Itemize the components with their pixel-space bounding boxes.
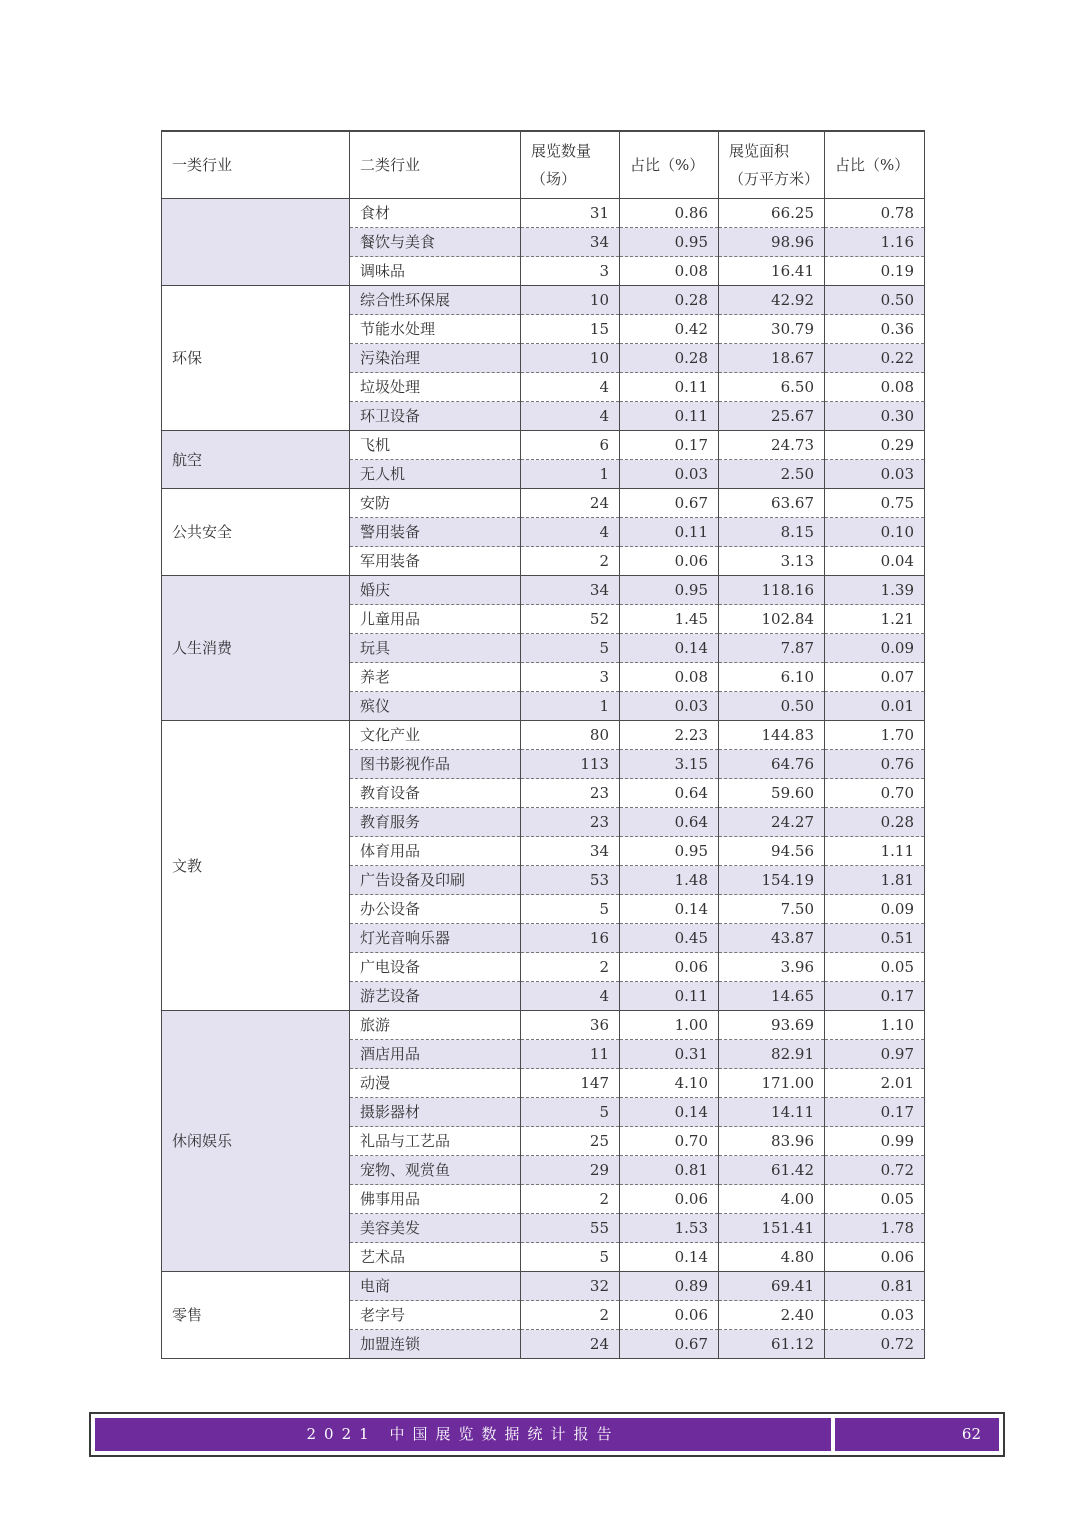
area-share-cell: 1.10 [825, 1011, 925, 1040]
exhibition-count-cell: 10 [521, 344, 620, 373]
exhibition-area-cell: 61.42 [719, 1156, 825, 1185]
count-share-cell: 0.17 [620, 431, 719, 460]
table-body [162, 199, 925, 1359]
primary-industry-cell: 休闲娱乐 [162, 1011, 350, 1272]
count-share-cell: 0.06 [620, 1185, 719, 1214]
exhibition-area-cell: 64.76 [719, 750, 825, 779]
area-share-cell: 0.75 [825, 489, 925, 518]
secondary-industry-cell: 污染治理 [350, 344, 521, 373]
area-share-cell: 0.03 [825, 460, 925, 489]
area-share-cell: 0.17 [825, 1098, 925, 1127]
exhibition-count-cell: 6 [521, 431, 620, 460]
exhibition-count-cell: 23 [521, 779, 620, 808]
secondary-industry-cell: 环卫设备 [350, 402, 521, 431]
header-exhibition-area [719, 131, 825, 199]
area-share-cell: 2.01 [825, 1069, 925, 1098]
exhibition-area-cell: 2.50 [719, 460, 825, 489]
count-share-cell: 0.03 [620, 460, 719, 489]
area-share-cell: 0.08 [825, 373, 925, 402]
exhibition-area-cell: 7.50 [719, 895, 825, 924]
secondary-industry-cell: 无人机 [350, 460, 521, 489]
exhibition-area-cell: 118.16 [719, 576, 825, 605]
count-share-cell: 0.06 [620, 953, 719, 982]
header-area-share: 占比（%） [825, 131, 925, 199]
exhibition-count-cell: 23 [521, 808, 620, 837]
area-share-cell: 0.03 [825, 1301, 925, 1330]
count-share-cell: 0.67 [620, 489, 719, 518]
exhibition-area-cell: 6.50 [719, 373, 825, 402]
exhibition-count-cell: 34 [521, 576, 620, 605]
count-share-cell: 0.11 [620, 982, 719, 1011]
exhibition-area-cell: 102.84 [719, 605, 825, 634]
exhibition-area-cell: 61.12 [719, 1330, 825, 1359]
exhibition-count-cell: 5 [521, 895, 620, 924]
area-share-cell: 1.78 [825, 1214, 925, 1243]
count-share-cell: 0.95 [620, 228, 719, 257]
exhibition-area-cell: 4.00 [719, 1185, 825, 1214]
area-share-cell: 0.22 [825, 344, 925, 373]
secondary-industry-cell: 调味品 [350, 257, 521, 286]
area-share-cell: 0.97 [825, 1040, 925, 1069]
area-share-cell: 0.76 [825, 750, 925, 779]
area-share-cell: 0.07 [825, 663, 925, 692]
exhibition-count-cell: 4 [521, 373, 620, 402]
exhibition-area-cell: 18.67 [719, 344, 825, 373]
area-share-cell: 0.09 [825, 634, 925, 663]
exhibition-area-cell: 83.96 [719, 1127, 825, 1156]
exhibition-area-cell: 16.41 [719, 257, 825, 286]
secondary-industry-cell: 加盟连锁 [350, 1330, 521, 1359]
count-share-cell: 0.86 [620, 199, 719, 228]
exhibition-count-cell: 4 [521, 982, 620, 1011]
exhibition-count-cell: 10 [521, 286, 620, 315]
table-row [162, 1011, 925, 1040]
header-exhibition-count-line1: 展览数量 [531, 142, 592, 160]
area-share-cell: 1.21 [825, 605, 925, 634]
header-primary-industry: 一类行业 [162, 131, 350, 199]
exhibition-area-cell: 154.19 [719, 866, 825, 895]
count-share-cell: 0.67 [620, 1330, 719, 1359]
exhibition-area-cell: 59.60 [719, 779, 825, 808]
count-share-cell: 0.28 [620, 286, 719, 315]
exhibition-count-cell: 2 [521, 1301, 620, 1330]
exhibition-count-cell: 24 [521, 489, 620, 518]
exhibition-count-cell: 113 [521, 750, 620, 779]
count-share-cell: 0.64 [620, 779, 719, 808]
exhibition-count-cell: 34 [521, 228, 620, 257]
exhibition-area-cell: 0.50 [719, 692, 825, 721]
secondary-industry-cell: 综合性环保展 [350, 286, 521, 315]
count-share-cell: 2.23 [620, 721, 719, 750]
area-share-cell: 0.06 [825, 1243, 925, 1272]
secondary-industry-cell: 广电设备 [350, 953, 521, 982]
exhibition-area-cell: 63.67 [719, 489, 825, 518]
exhibition-count-cell: 1 [521, 692, 620, 721]
area-share-cell: 0.04 [825, 547, 925, 576]
table-row [162, 1272, 925, 1301]
secondary-industry-cell: 玩具 [350, 634, 521, 663]
area-share-cell: 0.29 [825, 431, 925, 460]
count-share-cell: 0.03 [620, 692, 719, 721]
exhibition-count-cell: 53 [521, 866, 620, 895]
secondary-industry-cell: 图书影视作品 [350, 750, 521, 779]
exhibition-count-cell: 2 [521, 1185, 620, 1214]
area-share-cell: 0.51 [825, 924, 925, 953]
area-share-cell: 0.72 [825, 1330, 925, 1359]
page-footer [89, 1412, 1005, 1457]
area-share-cell: 0.17 [825, 982, 925, 1011]
secondary-industry-cell: 佛事用品 [350, 1185, 521, 1214]
table-row [162, 431, 925, 460]
exhibition-area-cell: 30.79 [719, 315, 825, 344]
exhibition-area-cell: 14.11 [719, 1098, 825, 1127]
secondary-industry-cell: 老字号 [350, 1301, 521, 1330]
exhibition-count-cell: 25 [521, 1127, 620, 1156]
count-share-cell: 0.64 [620, 808, 719, 837]
exhibition-count-cell: 34 [521, 837, 620, 866]
count-share-cell: 0.45 [620, 924, 719, 953]
primary-industry-cell: 公共安全 [162, 489, 350, 576]
secondary-industry-cell: 教育设备 [350, 779, 521, 808]
area-share-cell: 1.11 [825, 837, 925, 866]
exhibition-count-cell: 5 [521, 1098, 620, 1127]
secondary-industry-cell: 电商 [350, 1272, 521, 1301]
count-share-cell: 0.08 [620, 663, 719, 692]
header-exhibition-area-line1: 展览面积 [729, 142, 790, 160]
area-share-cell: 0.30 [825, 402, 925, 431]
count-share-cell: 0.31 [620, 1040, 719, 1069]
secondary-industry-cell: 礼品与工艺品 [350, 1127, 521, 1156]
exhibition-area-cell: 4.80 [719, 1243, 825, 1272]
secondary-industry-cell: 旅游 [350, 1011, 521, 1040]
exhibition-count-cell: 2 [521, 953, 620, 982]
exhibition-count-cell: 11 [521, 1040, 620, 1069]
report-title: 2021 中国展览数据统计报告 [95, 1418, 831, 1451]
area-share-cell: 0.70 [825, 779, 925, 808]
area-share-cell: 0.05 [825, 1185, 925, 1214]
secondary-industry-cell: 灯光音响乐器 [350, 924, 521, 953]
count-share-cell: 0.11 [620, 402, 719, 431]
header-exhibition-count-line2: （场） [531, 170, 577, 188]
table-row [162, 199, 925, 228]
exhibition-count-cell: 24 [521, 1330, 620, 1359]
count-share-cell: 4.10 [620, 1069, 719, 1098]
exhibition-area-cell: 25.67 [719, 402, 825, 431]
area-share-cell: 0.05 [825, 953, 925, 982]
exhibition-count-cell: 16 [521, 924, 620, 953]
secondary-industry-cell: 飞机 [350, 431, 521, 460]
area-share-cell: 0.78 [825, 199, 925, 228]
exhibition-count-cell: 31 [521, 199, 620, 228]
exhibition-count-cell: 55 [521, 1214, 620, 1243]
secondary-industry-cell: 教育服务 [350, 808, 521, 837]
exhibition-area-cell: 24.27 [719, 808, 825, 837]
exhibition-area-cell: 2.40 [719, 1301, 825, 1330]
count-share-cell: 0.14 [620, 1243, 719, 1272]
exhibition-area-cell: 14.65 [719, 982, 825, 1011]
exhibition-area-cell: 98.96 [719, 228, 825, 257]
exhibition-area-cell: 43.87 [719, 924, 825, 953]
exhibition-area-cell: 42.92 [719, 286, 825, 315]
exhibition-count-cell: 36 [521, 1011, 620, 1040]
primary-industry-cell [162, 199, 350, 286]
secondary-industry-cell: 体育用品 [350, 837, 521, 866]
count-share-cell: 3.15 [620, 750, 719, 779]
count-share-cell: 0.14 [620, 1098, 719, 1127]
exhibition-count-cell: 32 [521, 1272, 620, 1301]
area-share-cell: 0.19 [825, 257, 925, 286]
secondary-industry-cell: 广告设备及印刷 [350, 866, 521, 895]
header-exhibition-count [521, 131, 620, 199]
exhibition-area-cell: 93.69 [719, 1011, 825, 1040]
area-share-cell: 0.99 [825, 1127, 925, 1156]
table-header-row [162, 131, 925, 199]
secondary-industry-cell: 警用装备 [350, 518, 521, 547]
table-row [162, 576, 925, 605]
count-share-cell: 0.06 [620, 1301, 719, 1330]
secondary-industry-cell: 餐饮与美食 [350, 228, 521, 257]
exhibition-area-cell: 151.41 [719, 1214, 825, 1243]
secondary-industry-cell: 节能水处理 [350, 315, 521, 344]
count-share-cell: 0.11 [620, 518, 719, 547]
primary-industry-cell: 环保 [162, 286, 350, 431]
count-share-cell: 0.95 [620, 576, 719, 605]
exhibition-count-cell: 15 [521, 315, 620, 344]
exhibition-area-cell: 82.91 [719, 1040, 825, 1069]
primary-industry-cell: 人生消费 [162, 576, 350, 721]
exhibition-count-cell: 3 [521, 257, 620, 286]
exhibition-area-cell: 171.00 [719, 1069, 825, 1098]
area-share-cell: 0.01 [825, 692, 925, 721]
secondary-industry-cell: 文化产业 [350, 721, 521, 750]
exhibition-count-cell: 1 [521, 460, 620, 489]
count-share-cell: 1.53 [620, 1214, 719, 1243]
area-share-cell: 1.16 [825, 228, 925, 257]
primary-industry-cell: 零售 [162, 1272, 350, 1359]
count-share-cell: 0.28 [620, 344, 719, 373]
secondary-industry-cell: 摄影器材 [350, 1098, 521, 1127]
count-share-cell: 1.45 [620, 605, 719, 634]
primary-industry-cell: 航空 [162, 431, 350, 489]
secondary-industry-cell: 婚庆 [350, 576, 521, 605]
area-share-cell: 0.50 [825, 286, 925, 315]
exhibition-count-cell: 80 [521, 721, 620, 750]
secondary-industry-cell: 酒店用品 [350, 1040, 521, 1069]
count-share-cell: 1.48 [620, 866, 719, 895]
secondary-industry-cell: 艺术品 [350, 1243, 521, 1272]
area-share-cell: 0.36 [825, 315, 925, 344]
exhibition-count-cell: 4 [521, 402, 620, 431]
secondary-industry-cell: 食材 [350, 199, 521, 228]
exhibition-area-cell: 69.41 [719, 1272, 825, 1301]
exhibition-count-cell: 5 [521, 1243, 620, 1272]
secondary-industry-cell: 安防 [350, 489, 521, 518]
table-row [162, 286, 925, 315]
count-share-cell: 0.81 [620, 1156, 719, 1185]
exhibition-area-cell: 144.83 [719, 721, 825, 750]
exhibition-area-cell: 3.13 [719, 547, 825, 576]
count-share-cell: 0.08 [620, 257, 719, 286]
area-share-cell: 0.81 [825, 1272, 925, 1301]
page-number: 62 [835, 1418, 999, 1451]
count-share-cell: 0.70 [620, 1127, 719, 1156]
exhibition-area-cell: 8.15 [719, 518, 825, 547]
table-row [162, 721, 925, 750]
exhibition-count-cell: 5 [521, 634, 620, 663]
area-share-cell: 0.09 [825, 895, 925, 924]
primary-industry-cell: 文教 [162, 721, 350, 1011]
count-share-cell: 0.89 [620, 1272, 719, 1301]
secondary-industry-cell: 办公设备 [350, 895, 521, 924]
exhibition-area-cell: 66.25 [719, 199, 825, 228]
exhibition-area-cell: 7.87 [719, 634, 825, 663]
secondary-industry-cell: 美容美发 [350, 1214, 521, 1243]
secondary-industry-cell: 宠物、观赏鱼 [350, 1156, 521, 1185]
exhibition-count-cell: 4 [521, 518, 620, 547]
count-share-cell: 0.14 [620, 634, 719, 663]
secondary-industry-cell: 军用装备 [350, 547, 521, 576]
secondary-industry-cell: 养老 [350, 663, 521, 692]
area-share-cell: 0.28 [825, 808, 925, 837]
secondary-industry-cell: 动漫 [350, 1069, 521, 1098]
exhibition-area-cell: 24.73 [719, 431, 825, 460]
exhibition-stats-table [161, 130, 925, 1359]
secondary-industry-cell: 儿童用品 [350, 605, 521, 634]
count-share-cell: 0.42 [620, 315, 719, 344]
exhibition-count-cell: 29 [521, 1156, 620, 1185]
header-exhibition-area-line2: （万平方米） [729, 170, 820, 188]
secondary-industry-cell: 游艺设备 [350, 982, 521, 1011]
exhibition-count-cell: 52 [521, 605, 620, 634]
header-count-share: 占比（%） [620, 131, 719, 199]
exhibition-count-cell: 147 [521, 1069, 620, 1098]
count-share-cell: 0.95 [620, 837, 719, 866]
secondary-industry-cell: 殡仪 [350, 692, 521, 721]
exhibition-area-cell: 94.56 [719, 837, 825, 866]
area-share-cell: 1.81 [825, 866, 925, 895]
exhibition-count-cell: 2 [521, 547, 620, 576]
count-share-cell: 0.14 [620, 895, 719, 924]
count-share-cell: 0.06 [620, 547, 719, 576]
area-share-cell: 1.39 [825, 576, 925, 605]
secondary-industry-cell: 垃圾处理 [350, 373, 521, 402]
exhibition-area-cell: 6.10 [719, 663, 825, 692]
exhibition-area-cell: 3.96 [719, 953, 825, 982]
area-share-cell: 0.72 [825, 1156, 925, 1185]
count-share-cell: 0.11 [620, 373, 719, 402]
header-secondary-industry: 二类行业 [350, 131, 521, 199]
table-row [162, 489, 925, 518]
area-share-cell: 1.70 [825, 721, 925, 750]
exhibition-count-cell: 3 [521, 663, 620, 692]
area-share-cell: 0.10 [825, 518, 925, 547]
count-share-cell: 1.00 [620, 1011, 719, 1040]
